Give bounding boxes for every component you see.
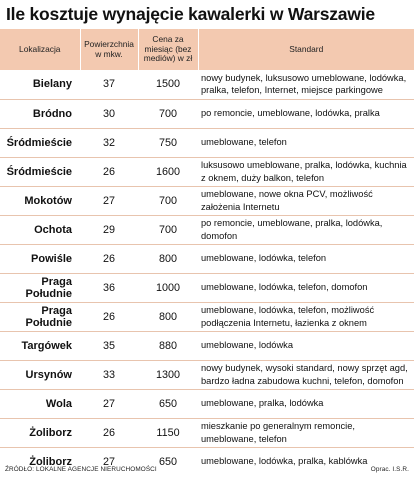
cell-standard: umeblowane, lodówka xyxy=(198,331,414,360)
cell-location: Praga Południe xyxy=(0,273,80,302)
header-standard: Standard xyxy=(198,29,414,70)
cell-area: 26 xyxy=(80,418,138,447)
cell-location: Śródmieście xyxy=(0,128,80,157)
cell-area: 27 xyxy=(80,447,138,476)
table-header xyxy=(0,29,414,70)
cell-price: 750 xyxy=(138,128,198,157)
cell-price: 1150 xyxy=(138,418,198,447)
table-row xyxy=(0,389,414,418)
cell-location: Śródmieście xyxy=(0,157,80,186)
cell-area: 35 xyxy=(80,331,138,360)
cell-standard: luksusowo umeblowane, pralka, lodówka, kuchnia z oknem, duży balkon, telefon xyxy=(198,157,414,186)
cell-standard: umeblowane, lodówka, telefon, możliwość podłączenia Internetu, łazienka z oknem xyxy=(198,302,414,331)
cell-location: Praga Południe xyxy=(0,302,80,331)
cell-standard: umeblowane, pralka, lodówka xyxy=(198,389,414,418)
cell-price: 700 xyxy=(138,99,198,128)
cell-area: 26 xyxy=(80,157,138,186)
table-row xyxy=(0,360,414,389)
cell-location: Ursynów xyxy=(0,360,80,389)
cell-location: Wola xyxy=(0,389,80,418)
cell-area: 27 xyxy=(80,389,138,418)
cell-standard: umeblowane, telefon xyxy=(198,128,414,157)
cell-area: 37 xyxy=(102,78,115,91)
table-row xyxy=(0,418,414,447)
cell-area: 27 xyxy=(80,186,138,215)
cell-location: Żoliborz xyxy=(0,447,80,476)
table-row xyxy=(0,302,414,331)
cell-area: 29 xyxy=(80,215,138,244)
table-row xyxy=(0,273,414,302)
cell-standard: umeblowane, lodówka, pralka, kablówka xyxy=(198,447,414,476)
table-row xyxy=(0,186,414,215)
rent-table-container xyxy=(0,29,414,476)
source-note: ŹRÓDŁO: LOKALNE AGENCJE NIERUCHOMOŚCI xyxy=(5,466,157,473)
cell-price: 800 xyxy=(138,244,198,273)
cell-location: Żoliborz xyxy=(0,418,80,447)
cell-price: 1500 xyxy=(155,78,181,91)
table-row xyxy=(0,215,414,244)
table-row xyxy=(0,99,414,128)
cell-standard: nowy budynek, wysoki standard, nowy sprzęt agd, bardzo ładna zabudowa kuchni, telefon, domofon xyxy=(198,360,414,389)
cell-area: 33 xyxy=(80,360,138,389)
cell-standard: nowy budynek, luksusowo umeblowane, lodówka, pralka, telefon, Internet, miejsce parkingowe xyxy=(201,72,407,96)
cell-price: 650 xyxy=(138,389,198,418)
cell-location: Ochota xyxy=(0,215,80,244)
cell-location: Bielany xyxy=(32,78,72,91)
table-row xyxy=(0,331,414,360)
table-body xyxy=(0,70,414,476)
cell-area: 30 xyxy=(80,99,138,128)
table-row xyxy=(0,70,414,99)
cell-price: 880 xyxy=(138,331,198,360)
cell-price: 1000 xyxy=(138,273,198,302)
cell-location: Targówek xyxy=(0,331,80,360)
credit-note: Oprac. I.S.R. xyxy=(370,466,409,473)
table-row xyxy=(0,128,414,157)
cell-standard: mieszkanie po generalnym remoncie, umeblowane, telefon xyxy=(198,418,414,447)
cell-price: 650 xyxy=(138,447,198,476)
cell-price: 700 xyxy=(138,186,198,215)
header-price: Cena za miesiąc (bez mediów) w zł xyxy=(138,29,198,70)
cell-location: Mokotów xyxy=(0,186,80,215)
cell-price: 700 xyxy=(138,215,198,244)
cell-price: 1600 xyxy=(138,157,198,186)
cell-area: 26 xyxy=(80,302,138,331)
header-location: Lokalizacja xyxy=(0,29,80,70)
header-row xyxy=(0,29,414,70)
header-area: Powierzchnia w mkw. xyxy=(80,29,138,70)
cell-price: 800 xyxy=(138,302,198,331)
cell-price: 1300 xyxy=(138,360,198,389)
cell-standard: po remoncie, umeblowane, lodówka, pralka xyxy=(198,99,414,128)
cell-area: 36 xyxy=(80,273,138,302)
cell-area: 26 xyxy=(80,244,138,273)
table-row xyxy=(0,244,414,273)
cell-standard: umeblowane, nowe okna PCV, możliwość założenia Internetu xyxy=(198,186,414,215)
cell-standard: umeblowane, lodówka, telefon xyxy=(198,244,414,273)
cell-standard: po remoncie, umeblowane, pralka, lodówka, domofon xyxy=(198,215,414,244)
table-row xyxy=(0,157,414,186)
rent-table xyxy=(0,29,414,476)
cell-location: Bródno xyxy=(0,99,80,128)
cell-location: Powiśle xyxy=(0,244,80,273)
cell-area: 32 xyxy=(80,128,138,157)
cell-standard: umeblowane, lodówka, telefon, domofon xyxy=(198,273,414,302)
page-title: Ile kosztuje wynajęcie kawalerki w Warszawie xyxy=(6,4,375,24)
footer xyxy=(5,466,409,478)
